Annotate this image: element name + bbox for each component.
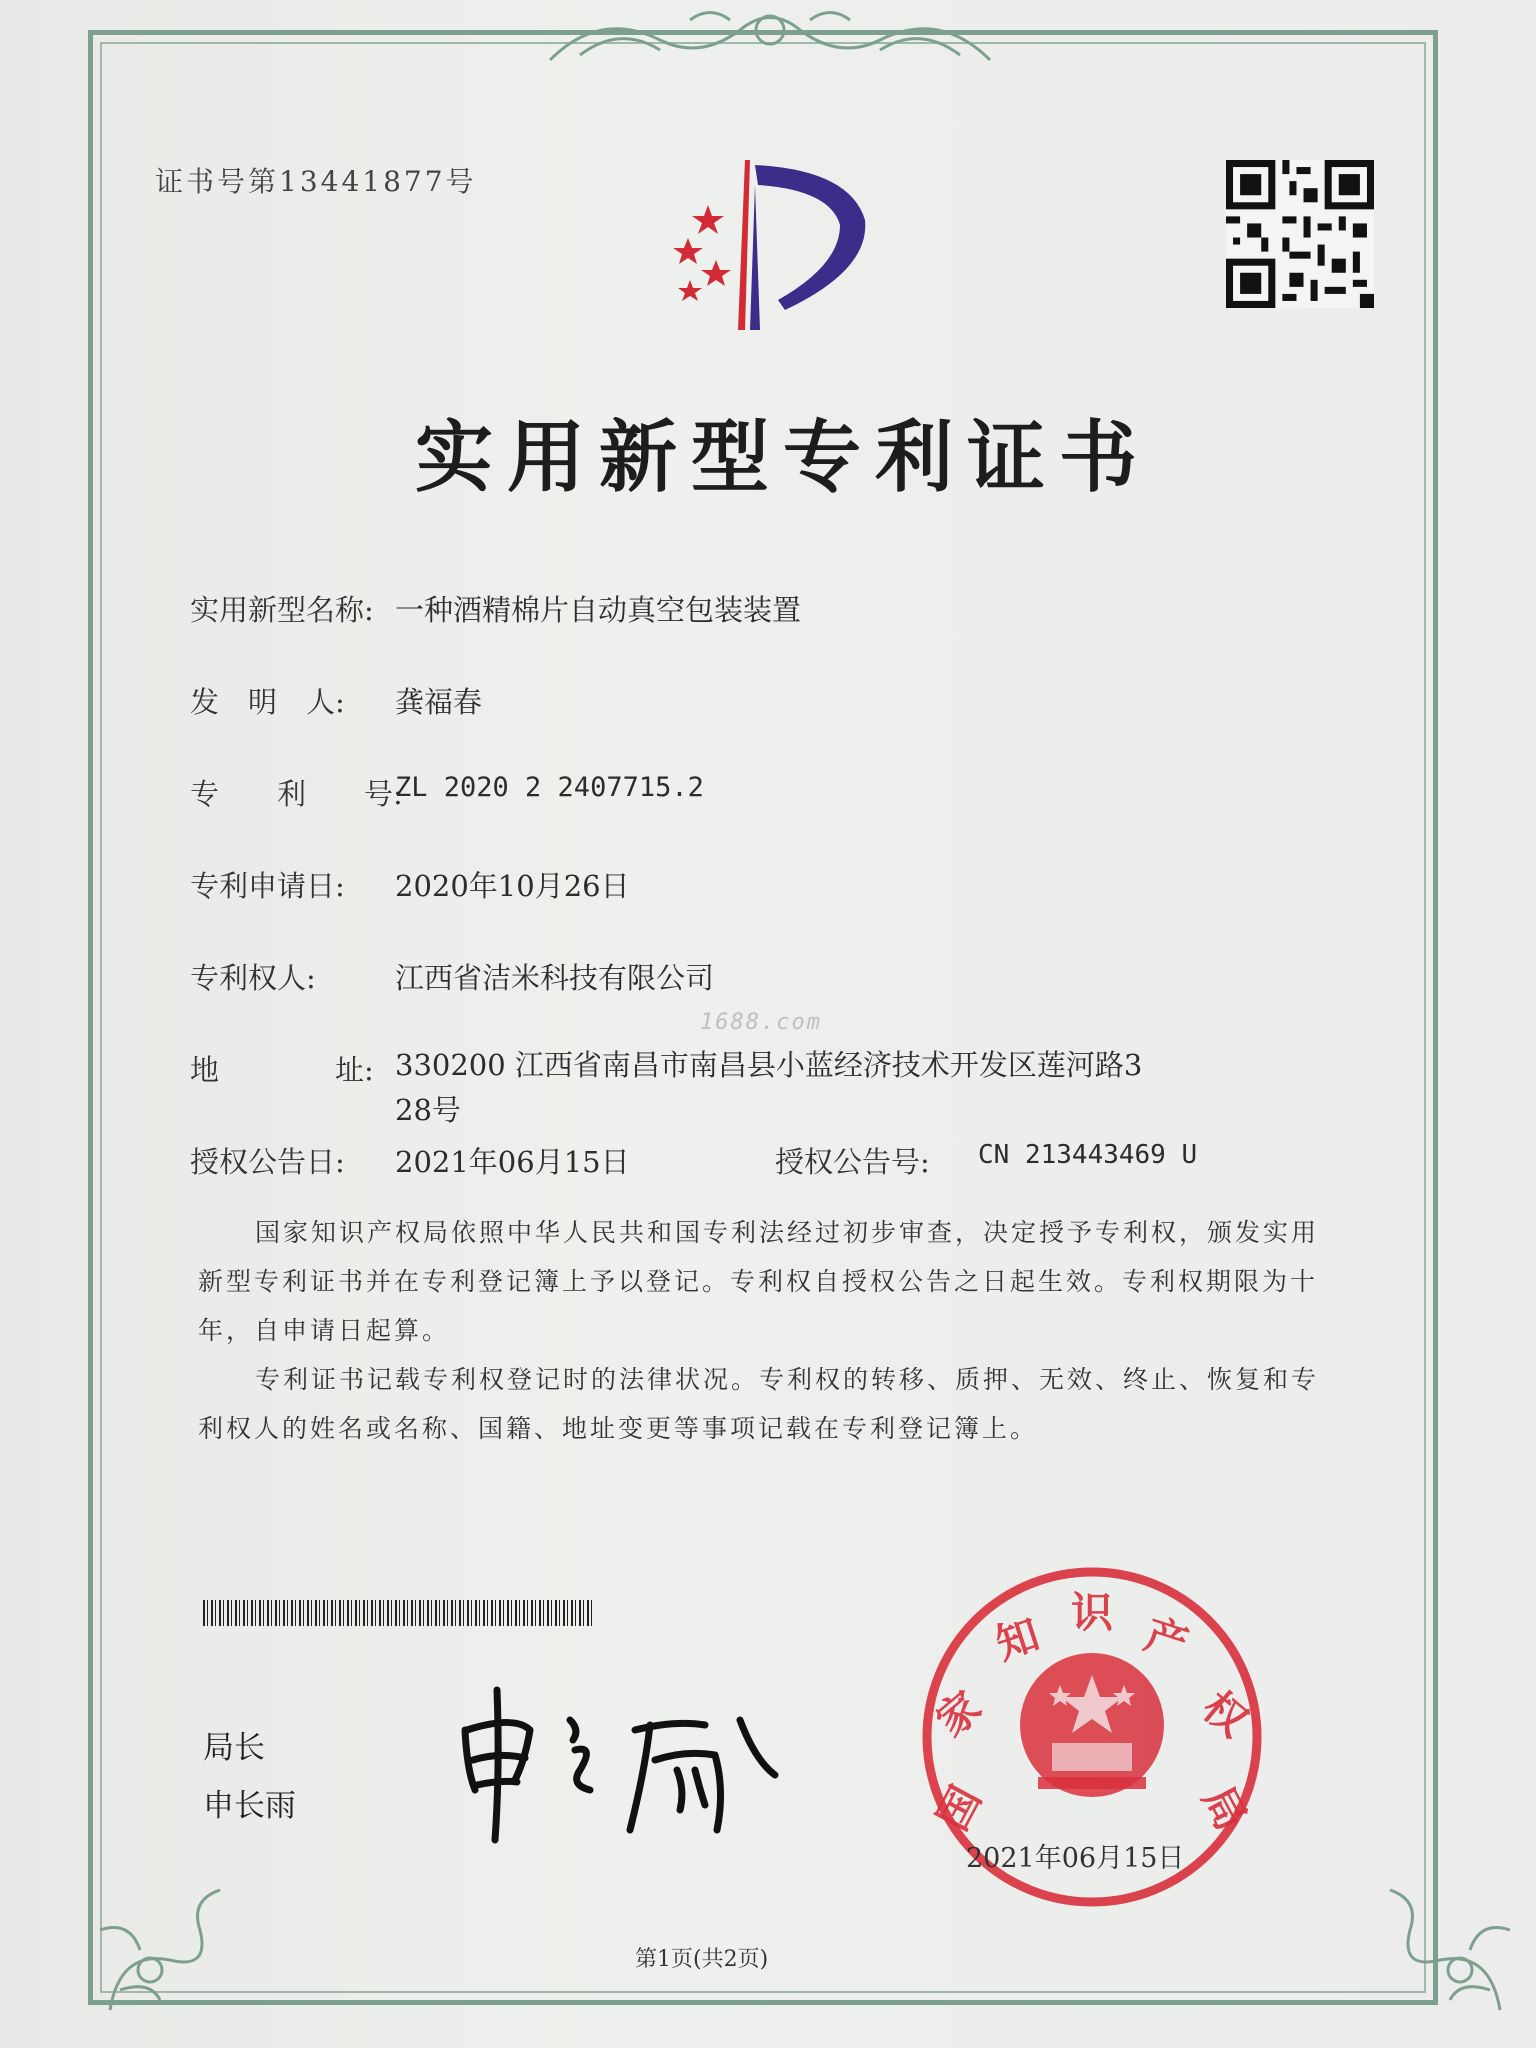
grant-date-value: 2021年06月15日 — [395, 1145, 630, 1179]
paragraph-2-line-1: 专利证书记载专利权登记时的法律状况。专利权的转移、质押、无效、终止、恢复和专 — [255, 1365, 1320, 1394]
handwritten-signature — [455, 1680, 795, 1850]
svg-text:识: 识 — [1070, 1588, 1114, 1637]
svg-text:产: 产 — [1138, 1609, 1195, 1670]
inventor-label: 发 明 人: — [190, 685, 345, 719]
qr-code-icon[interactable] — [1226, 160, 1374, 308]
paragraph-2-line-2: 利权人的姓名或名称、国籍、地址变更等事项记载在专利登记簿上。 — [198, 1414, 1039, 1443]
address-value-line2: 28号 — [395, 1093, 461, 1127]
paragraph-1-line-1: 国家知识产权局依照中华人民共和国专利法经过初步审查，决定授予专利权，颁发实用 — [255, 1218, 1320, 1247]
barcode — [203, 1600, 593, 1626]
watermark-text: 1688.com — [700, 1010, 822, 1035]
patentee-label: 专利权人: — [190, 961, 316, 995]
patentee-value: 江西省洁米科技有限公司 — [395, 961, 715, 995]
address-label: 地 址: — [190, 1053, 374, 1087]
utility-model-name-label: 实用新型名称: — [190, 593, 374, 627]
grant-announcement-value: CN 213443469 U — [978, 1140, 1198, 1170]
svg-text:权: 权 — [1193, 1681, 1258, 1747]
grant-date-label: 授权公告日: — [190, 1145, 345, 1179]
filing-date-label: 专利申请日: — [190, 869, 345, 903]
page-indicator: 第1页(共2页) — [635, 1947, 769, 1972]
patent-number-label: 专 利 号: — [190, 777, 403, 811]
svg-text:局: 局 — [1193, 1778, 1257, 1839]
paragraph-1-line-2: 新型专利证书并在专利登记簿上予以登记。专利权自授权公告之日起生效。专利权期限为十 — [198, 1267, 1319, 1296]
paragraph-1-line-3: 年，自申请日起算。 — [198, 1316, 451, 1345]
bottom-left-ornament-icon — [90, 1830, 290, 2030]
signatory-name: 申长雨 — [203, 1788, 296, 1824]
svg-text:国: 国 — [927, 1778, 991, 1839]
certificate-number: 证书号第13441877号 — [155, 165, 477, 198]
top-ornament-icon — [540, 0, 1000, 70]
signatory-title: 局长 — [203, 1730, 265, 1766]
seal-date: 2021年06月15日 — [966, 1843, 1185, 1874]
bottom-right-ornament-icon — [1320, 1830, 1520, 2030]
svg-text:家: 家 — [926, 1681, 991, 1747]
grant-announcement-label: 授权公告号: — [775, 1145, 930, 1179]
patent-number-value: ZL 2020 2 2407715.2 — [395, 772, 704, 803]
certificate-title: 实用新型专利证书 — [415, 413, 1152, 503]
filing-date-value: 2020年10月26日 — [395, 869, 630, 903]
utility-model-name-value: 一种酒精棉片自动真空包装装置 — [395, 593, 802, 627]
svg-text:知: 知 — [989, 1609, 1046, 1670]
inventor-value: 龚福春 — [395, 685, 483, 719]
cnipa-logo-icon — [650, 150, 890, 340]
address-value-line1: 330200 江西省南昌市南昌县小蓝经济技术开发区莲河路3 — [395, 1048, 1143, 1082]
